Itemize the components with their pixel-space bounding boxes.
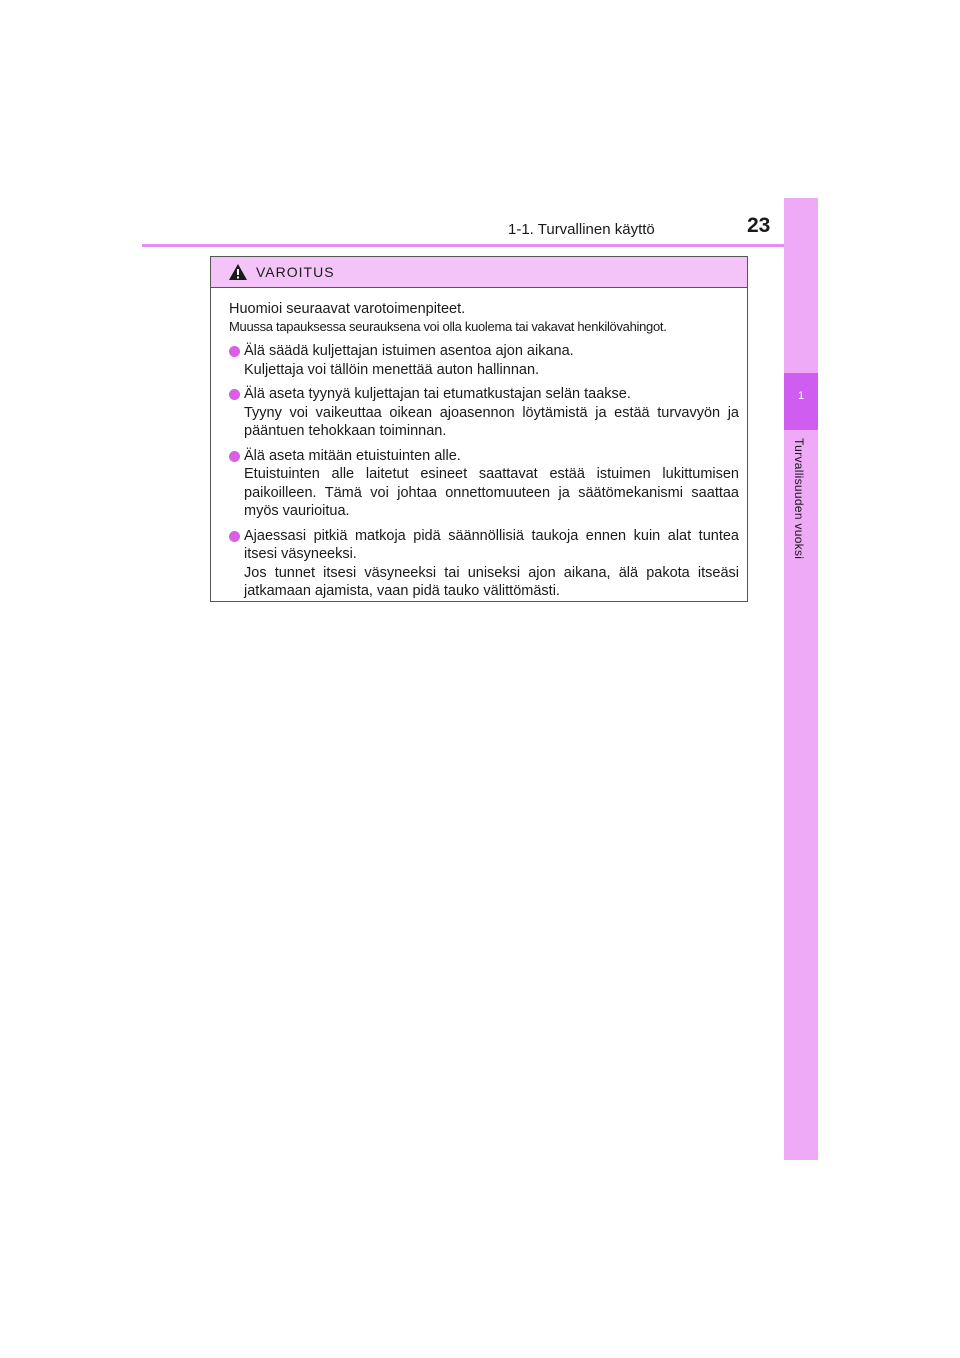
bullet-icon [229,389,240,400]
section-title: 1-1. Turvallinen käyttö [508,221,655,238]
warning-item-desc: Tyyny voi vaikeuttaa oikean ajoasennon löytämistä ja estää turvavyön ja pääntuen tehokkaan toiminnan. [244,404,739,439]
chapter-number: 1 [797,390,805,402]
warning-item [229,385,739,441]
warning-item [229,447,739,521]
warning-item-title: Älä aseta tyynyä kuljettajan tai etumatkustajan selän taakse. [244,386,631,402]
bullet-icon [229,346,240,357]
warning-item-desc: Etuistuinten alle laitetut esineet saattavat estää istuimen lukittumisen paikoilleen. Tämä voi johtaa onnettomuuteen ja säätömekanismi saattaa myös vaurioitua. [244,466,739,519]
header-divider [142,244,818,247]
bullet-icon [229,531,240,542]
warning-item [229,527,739,601]
chapter-title: Turvallisuuden vuoksi [792,438,806,560]
warning-header [211,257,747,288]
warning-triangle-icon [228,263,248,281]
warning-item-title: Älä aseta mitään etuistuinten alle. [244,447,461,464]
warning-item-title: Ajaessasi pitkiä matkoja pidä säännöllisiä taukoja ennen kuin alat tuntea itsesi väsyneeksi. [244,527,739,562]
warning-box [210,256,748,602]
warning-intro-sub: Muussa tapauksessa seurauksena voi olla kuolema tai vakavat henkilövahingot. [229,319,667,334]
warning-item-desc: Jos tunnet itsesi väsyneeksi tai uniseksi ajon aikana, älä pakota itseäsi jatkamaan ajamista, vaan pidä tauko välittömästi. [244,564,739,599]
warning-item-desc: Kuljettaja voi tällöin menettää auton hallinnan. [244,361,540,378]
warning-item-title: Älä säädä kuljettajan istuimen asentoa ajon aikana. [244,343,574,359]
warning-label: VAROITUS [256,264,335,280]
page-number: 23 [747,214,771,237]
warning-intro: Huomioi seuraavat varotoimenpiteet. [229,301,466,317]
warning-body [211,288,747,601]
chapter-side-tab [784,198,818,1160]
warning-item [229,342,739,379]
bullet-icon [229,451,240,462]
